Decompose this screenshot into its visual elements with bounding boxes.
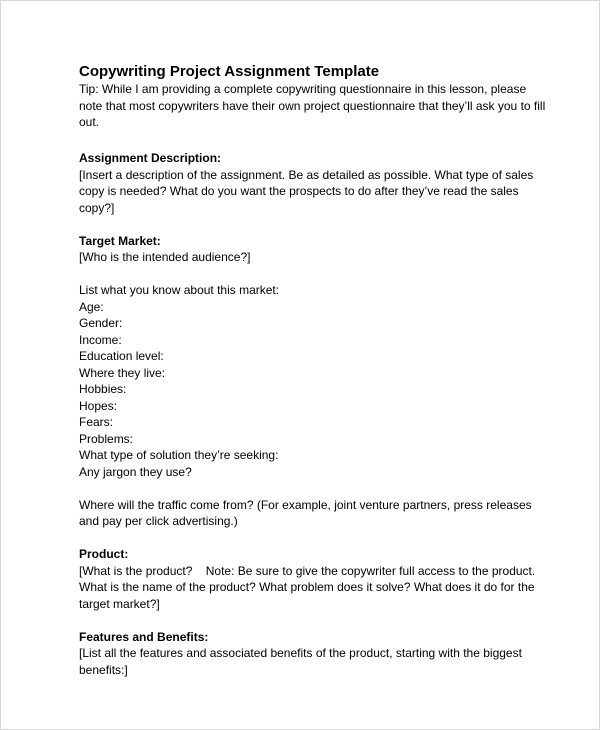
market-field-problems: Problems: xyxy=(79,431,134,446)
market-field-hobbies: Hobbies: xyxy=(79,382,127,396)
document-title: Copywriting Project Assignment Template xyxy=(79,63,380,80)
market-field-solution: What type of solution they’re seeking: xyxy=(79,448,279,462)
document-body xyxy=(79,63,549,678)
assignment-description-heading: Assignment Description: xyxy=(79,151,222,165)
tip-paragraph: Tip: While I am providing a complete copywriting questionnaire in this lesson, please note that most copywriters have their own project questionnaire that they’ll ask you to fill out. xyxy=(79,82,546,129)
features-benefits-heading: Features and Benefits: xyxy=(79,629,209,644)
traffic-question: Where will the traffic come from? (For example, joint venture partners, press releases and pay per click advertising.) xyxy=(79,497,532,528)
market-field-hopes: Hopes: xyxy=(79,398,118,413)
market-field-location: Where they live: xyxy=(79,365,166,380)
product-heading: Product: xyxy=(79,547,129,561)
market-field-gender: Gender: xyxy=(79,316,123,330)
product-text: [What is the product? Note: Be sure to give the copywriter full access to the product. What is the name of the product? What problem does it solve? What does it do for the target market?] xyxy=(79,563,539,611)
market-field-age: Age: xyxy=(79,299,104,314)
target-market-text: [Who is the intended audience?] xyxy=(79,250,251,264)
market-field-fears: Fears: xyxy=(79,415,114,429)
market-field-income: Income: xyxy=(79,332,122,347)
target-market-heading: Target Market: xyxy=(79,233,161,248)
assignment-description-text: [Insert a description of the assignment. Be as detailed as possible. What type of sales copy is needed? What do you want the prospects to do after they’ve read the sales copy?] xyxy=(79,167,534,215)
market-field-education: Education level: xyxy=(79,349,164,363)
market-list-intro: List what you know about this market: xyxy=(79,283,280,297)
market-field-jargon: Any jargon they use? xyxy=(79,464,192,479)
market-field-list xyxy=(79,299,549,481)
features-benefits-text: [List all the features and associated benefits of the product, starting with the biggest benefits:] xyxy=(79,646,522,677)
